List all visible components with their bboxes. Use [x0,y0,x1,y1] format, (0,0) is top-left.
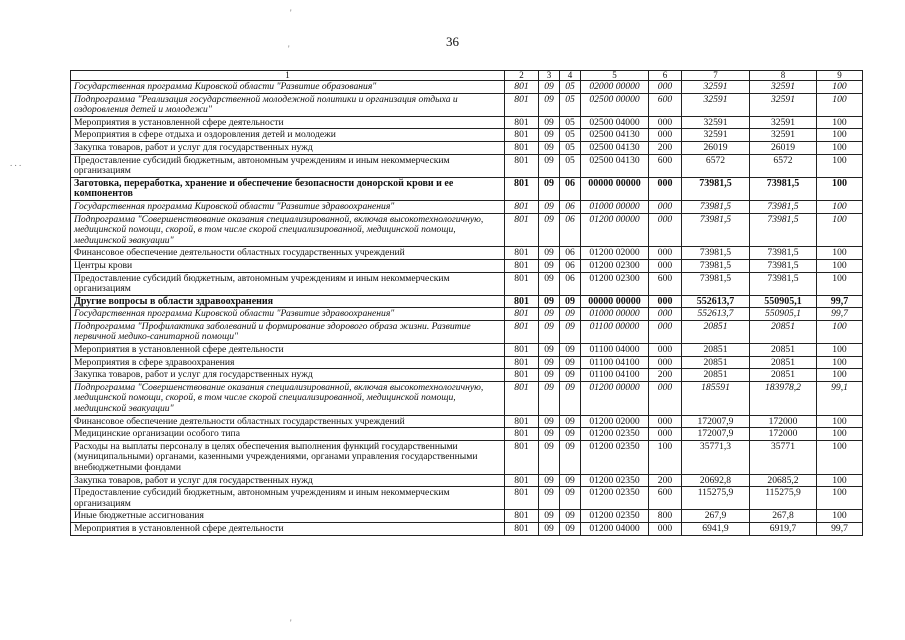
row-name-cell: Финансовое обеспечение деятельности областных государственных учреждений [71,415,505,428]
row-value-cell-8: 73981,5 [750,213,817,247]
row-value-cell-5: 01200 02350 [581,474,649,487]
row-value-cell-3: 09 [539,428,560,441]
row-value-cell-8: 73981,5 [750,177,817,200]
row-name-cell: Финансовое обеспечение деятельности областных государственных учреждений [71,247,505,260]
row-value-cell-3: 09 [539,200,560,213]
row-value-cell-9: 100 [817,129,863,142]
row-value-cell-9: 100 [817,154,863,177]
row-value-cell-4: 09 [560,487,581,510]
row-value-cell-9: 100 [817,213,863,247]
row-value-cell-5: 01000 00000 [581,308,649,321]
row-name-cell: Государственная программа Кировской области "Развитие здравоохранения" [71,200,505,213]
row-value-cell-7: 73981,5 [682,213,750,247]
budget-table [70,70,863,536]
row-value-cell-3: 09 [539,295,560,308]
row-value-cell-4: 05 [560,116,581,129]
row-value-cell-2: 801 [505,369,539,382]
row-value-cell-9: 100 [817,200,863,213]
row-name-cell: Государственная программа Кировской области "Развитие здравоохранения" [71,308,505,321]
row-value-cell-5: 01200 02000 [581,247,649,260]
row-value-cell-7: 73981,5 [682,247,750,260]
row-value-cell-5: 01200 02350 [581,428,649,441]
row-value-cell-7: 185591 [682,381,750,415]
row-value-cell-2: 801 [505,154,539,177]
row-value-cell-9: 100 [817,177,863,200]
row-value-cell-7: 73981,5 [682,177,750,200]
row-value-cell-3: 09 [539,487,560,510]
row-value-cell-7: 6572 [682,154,750,177]
row-value-cell-3: 09 [539,415,560,428]
table-row [71,369,863,382]
row-value-cell-6: 000 [649,259,682,272]
row-name-cell: Подпрограмма "Профилактика заболеваний и формирование здорового образа жизни. Развитие первичной медико-санитарной помощи" [71,320,505,343]
row-value-cell-3: 09 [539,116,560,129]
row-name-cell: Заготовка, переработка, хранение и обеспечение безопасности донорской крови и ее компонентов [71,177,505,200]
row-value-cell-3: 09 [539,369,560,382]
row-value-cell-5: 01200 02000 [581,415,649,428]
row-value-cell-7: 267,9 [682,510,750,523]
row-value-cell-7: 20692,8 [682,474,750,487]
row-value-cell-5: 02500 04130 [581,141,649,154]
row-value-cell-3: 09 [539,177,560,200]
row-value-cell-7: 32591 [682,129,750,142]
row-value-cell-5: 02500 04000 [581,116,649,129]
column-header-4: 4 [560,71,581,81]
table-body [71,81,863,536]
row-value-cell-5: 01200 02350 [581,487,649,510]
row-value-cell-7: 32591 [682,81,750,94]
row-value-cell-2: 801 [505,320,539,343]
row-name-cell: Иные бюджетные ассигнования [71,510,505,523]
row-value-cell-4: 09 [560,440,581,474]
row-value-cell-7: 20851 [682,320,750,343]
row-name-cell: Подпрограмма "Реализация государственной молодежной политики и организация отдыха и оздоровления детей и молодежи" [71,93,505,116]
column-header-7: 7 [682,71,750,81]
table-row [71,247,863,260]
row-value-cell-6: 000 [649,81,682,94]
row-value-cell-7: 35771,3 [682,440,750,474]
row-value-cell-4: 05 [560,129,581,142]
scan-mark: . . . [10,158,22,168]
row-value-cell-9: 100 [817,247,863,260]
row-value-cell-5: 01200 02350 [581,440,649,474]
row-value-cell-9: 100 [817,272,863,295]
row-value-cell-5: 01100 04000 [581,344,649,357]
row-value-cell-4: 09 [560,356,581,369]
scan-mark: ' [288,44,290,54]
row-value-cell-9: 100 [817,440,863,474]
row-value-cell-2: 801 [505,272,539,295]
row-value-cell-8: 172000 [750,428,817,441]
row-value-cell-6: 000 [649,213,682,247]
row-value-cell-2: 801 [505,141,539,154]
row-value-cell-6: 000 [649,356,682,369]
row-value-cell-5: 02000 00000 [581,81,649,94]
row-value-cell-4: 09 [560,320,581,343]
row-value-cell-5: 01200 00000 [581,213,649,247]
row-name-cell: Мероприятия в установленной сфере деятельности [71,522,505,535]
row-value-cell-8: 267,8 [750,510,817,523]
row-value-cell-4: 06 [560,200,581,213]
row-value-cell-6: 000 [649,247,682,260]
row-value-cell-5: 01000 00000 [581,200,649,213]
row-value-cell-3: 09 [539,381,560,415]
row-value-cell-8: 550905,1 [750,295,817,308]
row-value-cell-9: 99,7 [817,522,863,535]
scan-mark: ' [290,8,292,18]
table-row [71,308,863,321]
row-value-cell-6: 600 [649,154,682,177]
row-value-cell-6: 600 [649,93,682,116]
table-row [71,487,863,510]
row-value-cell-9: 100 [817,369,863,382]
column-header-6: 6 [649,71,682,81]
row-value-cell-7: 552613,7 [682,295,750,308]
row-value-cell-9: 100 [817,356,863,369]
table-row [71,356,863,369]
row-value-cell-8: 32591 [750,93,817,116]
row-value-cell-4: 06 [560,213,581,247]
row-value-cell-8: 20851 [750,320,817,343]
row-value-cell-6: 200 [649,369,682,382]
row-value-cell-5: 02500 00000 [581,93,649,116]
row-value-cell-3: 09 [539,522,560,535]
row-value-cell-2: 801 [505,259,539,272]
row-value-cell-2: 801 [505,129,539,142]
table-row [71,510,863,523]
row-value-cell-3: 09 [539,213,560,247]
row-value-cell-6: 000 [649,320,682,343]
row-value-cell-6: 000 [649,200,682,213]
column-header-3: 3 [539,71,560,81]
table-row [71,177,863,200]
row-value-cell-5: 01200 02300 [581,259,649,272]
row-value-cell-9: 99,7 [817,295,863,308]
row-value-cell-4: 05 [560,81,581,94]
row-value-cell-7: 32591 [682,116,750,129]
row-value-cell-6: 000 [649,522,682,535]
row-value-cell-4: 09 [560,428,581,441]
row-name-cell: Мероприятия в сфере отдыха и оздоровления детей и молодежи [71,129,505,142]
row-value-cell-8: 20685,2 [750,474,817,487]
scan-mark: ' [290,618,292,628]
row-value-cell-2: 801 [505,474,539,487]
row-value-cell-2: 801 [505,522,539,535]
row-value-cell-8: 32591 [750,129,817,142]
row-value-cell-3: 09 [539,320,560,343]
row-value-cell-8: 73981,5 [750,200,817,213]
row-value-cell-9: 99,1 [817,381,863,415]
row-value-cell-7: 172007,9 [682,415,750,428]
row-name-cell: Подпрограмма "Совершенствование оказания специализированной, включая высокотехнологичную, медицинской помощи, скорой, в том числе скорой специализированной, медицинской помощи, медицинской эвакуации" [71,213,505,247]
row-value-cell-7: 6941,9 [682,522,750,535]
row-value-cell-4: 05 [560,154,581,177]
row-value-cell-6: 200 [649,474,682,487]
row-name-cell: Предоставление субсидий бюджетным, автономным учреждениям и иным некоммерческим организациям [71,487,505,510]
row-value-cell-4: 05 [560,93,581,116]
row-value-cell-2: 801 [505,356,539,369]
row-value-cell-8: 172000 [750,415,817,428]
table-row [71,259,863,272]
row-value-cell-5: 00000 00000 [581,177,649,200]
row-value-cell-9: 100 [817,320,863,343]
row-name-cell: Расходы на выплаты персоналу в целях обеспечения выполнения функций государственными (муниципальными) органами, казенными учреждениями, органами управления государственными внебюджетными фондами [71,440,505,474]
row-value-cell-8: 26019 [750,141,817,154]
table-row [71,474,863,487]
row-value-cell-6: 000 [649,344,682,357]
row-value-cell-4: 09 [560,510,581,523]
table-row [71,522,863,535]
column-header-1: 1 [71,71,505,81]
row-value-cell-8: 6919,7 [750,522,817,535]
row-value-cell-8: 73981,5 [750,259,817,272]
row-value-cell-4: 06 [560,259,581,272]
table-row [71,154,863,177]
row-value-cell-9: 100 [817,81,863,94]
table-row [71,93,863,116]
row-name-cell: Предоставление субсидий бюджетным, автономным учреждениям и иным некоммерческим организациям [71,154,505,177]
row-value-cell-4: 09 [560,415,581,428]
row-value-cell-3: 09 [539,440,560,474]
row-value-cell-8: 115275,9 [750,487,817,510]
row-value-cell-6: 000 [649,308,682,321]
row-value-cell-2: 801 [505,510,539,523]
row-name-cell: Предоставление субсидий бюджетным, автономным учреждениям и иным некоммерческим организациям [71,272,505,295]
row-value-cell-7: 73981,5 [682,200,750,213]
row-value-cell-2: 801 [505,415,539,428]
row-value-cell-5: 01100 04100 [581,369,649,382]
column-header-2: 2 [505,71,539,81]
row-value-cell-3: 09 [539,141,560,154]
row-name-cell: Закупка товаров, работ и услуг для государственных нужд [71,474,505,487]
row-value-cell-2: 801 [505,93,539,116]
row-value-cell-8: 73981,5 [750,272,817,295]
row-value-cell-2: 801 [505,81,539,94]
row-value-cell-4: 09 [560,474,581,487]
row-value-cell-8: 6572 [750,154,817,177]
row-value-cell-2: 801 [505,308,539,321]
header-row [71,71,863,81]
row-value-cell-6: 000 [649,177,682,200]
row-value-cell-7: 73981,5 [682,259,750,272]
row-value-cell-2: 801 [505,295,539,308]
row-value-cell-5: 02500 04130 [581,129,649,142]
column-header-5: 5 [581,71,649,81]
row-value-cell-5: 01200 02300 [581,272,649,295]
row-value-cell-3: 09 [539,344,560,357]
column-header-9: 9 [817,71,863,81]
row-value-cell-3: 09 [539,308,560,321]
row-value-cell-9: 100 [817,93,863,116]
row-value-cell-6: 000 [649,381,682,415]
row-value-cell-7: 20851 [682,369,750,382]
table-row [71,295,863,308]
row-value-cell-5: 02500 04130 [581,154,649,177]
row-value-cell-9: 100 [817,510,863,523]
row-name-cell: Медицинские организации особого типа [71,428,505,441]
row-value-cell-7: 552613,7 [682,308,750,321]
row-value-cell-9: 100 [817,141,863,154]
row-value-cell-3: 09 [539,154,560,177]
row-value-cell-8: 32591 [750,81,817,94]
row-value-cell-6: 800 [649,510,682,523]
table-row [71,344,863,357]
row-value-cell-8: 20851 [750,344,817,357]
row-value-cell-9: 99,7 [817,308,863,321]
column-header-8: 8 [750,71,817,81]
row-name-cell: Другие вопросы в области здравоохранения [71,295,505,308]
row-value-cell-6: 600 [649,272,682,295]
table-row [71,415,863,428]
row-value-cell-2: 801 [505,440,539,474]
row-value-cell-3: 09 [539,272,560,295]
row-value-cell-4: 09 [560,369,581,382]
row-value-cell-9: 100 [817,116,863,129]
row-name-cell: Подпрограмма "Совершенствование оказания специализированной, включая высокотехнологичную, медицинской помощи, скорой, в том числе скорой специализированной, медицинской помощи, медицинской эвакуации" [71,381,505,415]
table-row [71,440,863,474]
table-row [71,213,863,247]
row-value-cell-5: 01100 00000 [581,320,649,343]
row-value-cell-3: 09 [539,474,560,487]
table-row [71,129,863,142]
row-value-cell-9: 100 [817,428,863,441]
row-value-cell-4: 06 [560,272,581,295]
row-value-cell-6: 000 [649,116,682,129]
row-value-cell-8: 32591 [750,116,817,129]
row-name-cell: Закупка товаров, работ и услуг для государственных нужд [71,141,505,154]
row-value-cell-3: 09 [539,129,560,142]
row-value-cell-8: 35771 [750,440,817,474]
row-value-cell-3: 09 [539,81,560,94]
row-value-cell-6: 600 [649,487,682,510]
table-row [71,381,863,415]
row-value-cell-6: 200 [649,141,682,154]
row-value-cell-7: 20851 [682,344,750,357]
table-row [71,200,863,213]
row-value-cell-2: 801 [505,487,539,510]
row-value-cell-9: 100 [817,415,863,428]
row-name-cell: Закупка товаров, работ и услуг для государственных нужд [71,369,505,382]
row-value-cell-9: 100 [817,344,863,357]
page-number: 36 [446,34,459,49]
row-value-cell-4: 06 [560,247,581,260]
row-value-cell-5: 01200 02350 [581,510,649,523]
row-value-cell-9: 100 [817,259,863,272]
row-value-cell-6: 100 [649,440,682,474]
row-value-cell-8: 550905,1 [750,308,817,321]
row-value-cell-6: 000 [649,415,682,428]
row-value-cell-6: 000 [649,129,682,142]
table-row [71,81,863,94]
row-value-cell-8: 20851 [750,356,817,369]
row-value-cell-8: 20851 [750,369,817,382]
row-value-cell-6: 000 [649,295,682,308]
row-value-cell-2: 801 [505,177,539,200]
row-value-cell-9: 100 [817,474,863,487]
row-value-cell-2: 801 [505,381,539,415]
row-value-cell-3: 09 [539,510,560,523]
row-value-cell-5: 01100 04100 [581,356,649,369]
row-value-cell-4: 09 [560,344,581,357]
table-row [71,320,863,343]
row-value-cell-7: 73981,5 [682,272,750,295]
row-name-cell: Мероприятия в сфере здравоохранения [71,356,505,369]
row-value-cell-2: 801 [505,213,539,247]
row-name-cell: Мероприятия в установленной сфере деятельности [71,344,505,357]
table-row [71,428,863,441]
row-value-cell-2: 801 [505,428,539,441]
row-name-cell: Центры крови [71,259,505,272]
row-value-cell-3: 09 [539,93,560,116]
row-value-cell-4: 05 [560,141,581,154]
row-value-cell-4: 09 [560,295,581,308]
row-value-cell-3: 09 [539,259,560,272]
row-value-cell-7: 32591 [682,93,750,116]
row-value-cell-7: 115275,9 [682,487,750,510]
row-value-cell-7: 20851 [682,356,750,369]
row-value-cell-4: 06 [560,177,581,200]
row-value-cell-7: 26019 [682,141,750,154]
row-value-cell-2: 801 [505,116,539,129]
row-value-cell-4: 09 [560,308,581,321]
row-value-cell-9: 100 [817,487,863,510]
row-value-cell-2: 801 [505,247,539,260]
row-name-cell: Мероприятия в установленной сфере деятельности [71,116,505,129]
row-value-cell-2: 801 [505,200,539,213]
table-row [71,141,863,154]
row-value-cell-7: 172007,9 [682,428,750,441]
row-name-cell: Государственная программа Кировской области "Развитие образования" [71,81,505,94]
row-value-cell-3: 09 [539,247,560,260]
table-row [71,272,863,295]
row-value-cell-5: 01200 00000 [581,381,649,415]
row-value-cell-3: 09 [539,356,560,369]
row-value-cell-5: 00000 00000 [581,295,649,308]
row-value-cell-4: 09 [560,522,581,535]
row-value-cell-5: 01200 04000 [581,522,649,535]
row-value-cell-2: 801 [505,344,539,357]
row-value-cell-6: 000 [649,428,682,441]
row-value-cell-8: 73981,5 [750,247,817,260]
row-value-cell-4: 09 [560,381,581,415]
row-value-cell-8: 183978,2 [750,381,817,415]
table-row [71,116,863,129]
